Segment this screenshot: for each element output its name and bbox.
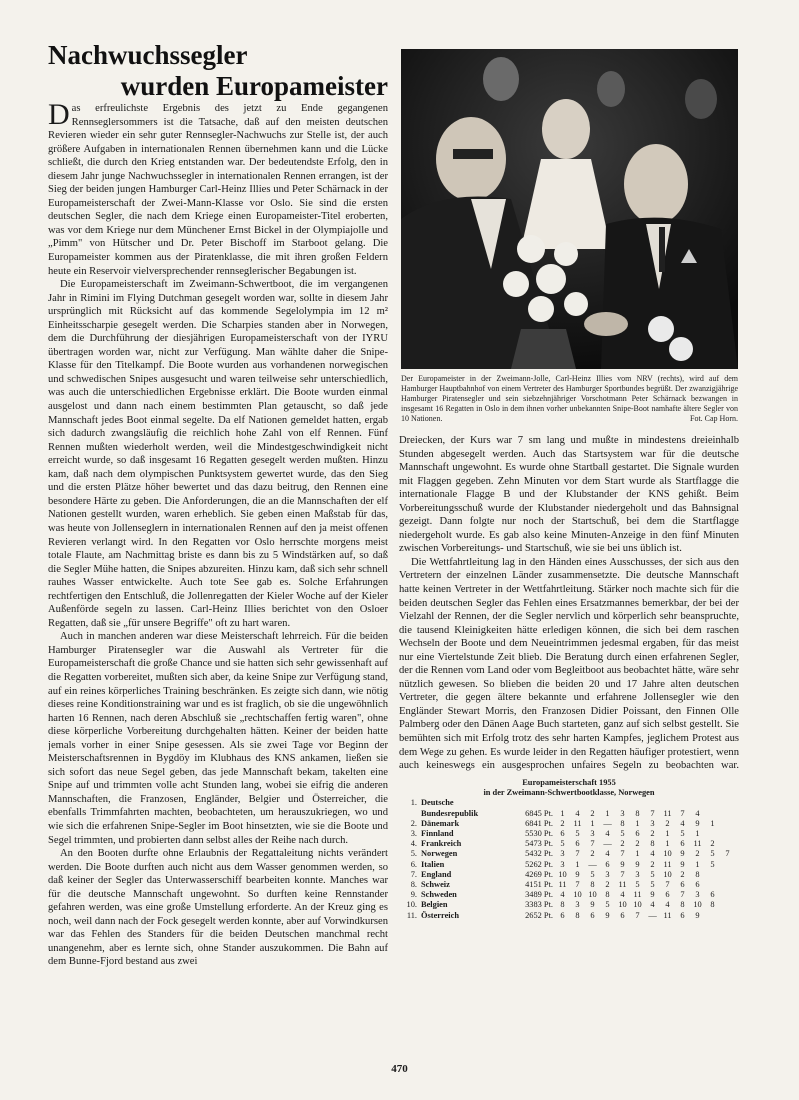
race-place-cell: 6: [680, 910, 685, 920]
article-paragraph: An den Booten durfte ohne Erlaubnis der Regattaleitung nichts verändert werden. Die Boote durften auch nicht aus dem Wasser genommen werden, so daß keiner der Segler das Unterwasserschiff bearbeiten konnte. Manches war für die deutsche Mannschaft ungewohnt. So durften keine Rennstander gefahren werden, was eine große Umstellung erforderte. An der Kreuz ging es noch, weil dann nach der Fock gesegelt werden konnte, aber auf Vorwindkursen war das Fehlen des Standers für die beiden Deutschen manchmal recht unangenehm, aber es lernte sich, ohne Stander auszukommen. Die Bahn auf dem Bunne-Fjord bestand aus zwei: [48, 848, 388, 968]
race-place-cell: 7: [620, 869, 625, 879]
race-place-cell: 2: [635, 839, 640, 849]
race-place-cell: [675, 798, 690, 808]
race-place-cell: [630, 798, 645, 808]
race-place-cell: 6: [665, 890, 670, 900]
race-place-cell: [645, 798, 660, 808]
rank-cell: 11.: [406, 910, 417, 920]
race-place-cell: 7: [650, 808, 655, 818]
rank-cell: 9.: [410, 890, 417, 900]
race-place-cell: 2: [590, 849, 595, 859]
race-place-cell: 4: [650, 849, 655, 859]
rank-cell: 10.: [406, 900, 417, 910]
race-place-cell: 9: [650, 890, 655, 900]
race-place-cell: 3: [605, 869, 610, 879]
race-place-cell: 9: [695, 818, 700, 828]
rank-cell: 8.: [410, 880, 417, 890]
points-cell: 2652 Pt.: [525, 910, 553, 920]
race-place-cell: 9: [635, 859, 640, 869]
rank-cell: 2.: [410, 818, 417, 828]
race-place-cell: 1: [695, 829, 700, 839]
results-row: [401, 900, 735, 910]
race-place-cell: 11: [633, 890, 642, 900]
nation-cell: Österreich: [421, 910, 459, 920]
race-place-cell: —: [648, 910, 657, 920]
results-table-block: [399, 778, 739, 921]
race-place-cell: 2: [695, 849, 700, 859]
race-place-cell: 9: [575, 869, 580, 879]
nation-cell: England: [421, 869, 452, 879]
rank-cell: 4.: [410, 839, 417, 849]
caption-text: Der Europameister in der Zweimann-Jolle, Carl-Heinz Illies vom NRV (rechts), wird auf dem Hamburger Hauptbahnhof von einem Vertreter des Hamburger Sportbundes begrüßt. Der zwanzigjährige Hamburger Piratensegler und sein siebzehnjähriger Vorschotmann Peter Schärnack bezwangen in insgesamt 16 Regatten in Oslo in dem ihnen vorher unbekannten Snipe-Boot namhafte ältere Segler von 10 Nationen.: [401, 374, 738, 423]
photo-credit: Fot. Cap Horn.: [690, 414, 738, 423]
rank-cell: 5.: [410, 849, 417, 859]
race-place-cell: 9: [695, 910, 700, 920]
race-place-cell: 5: [590, 869, 595, 879]
points-cell: 4269 Pt.: [525, 869, 553, 879]
race-place-cell: 8: [590, 880, 595, 890]
race-place-cell: 1: [560, 808, 565, 818]
race-place-cell: 1: [605, 808, 610, 818]
race-place-cell: 4: [620, 890, 625, 900]
results-row: [401, 860, 735, 870]
nation-cell: Belgien: [421, 900, 448, 910]
race-place-cell: 6: [635, 829, 640, 839]
results-row: [401, 819, 735, 829]
nation-cell: Deutsche: [421, 798, 454, 808]
article-column-right: [399, 434, 739, 774]
rank-cell: 7.: [410, 869, 417, 879]
race-place-cell: 5: [650, 880, 655, 890]
race-place-cell: 8: [695, 869, 700, 879]
race-place-cell: 4: [575, 808, 580, 818]
nation-cell: Schweiz: [421, 880, 450, 890]
race-place-cell: 2: [590, 808, 595, 818]
race-place-cell: 10: [588, 890, 597, 900]
race-place-cell: 2: [650, 829, 655, 839]
points-cell: 5262 Pt.: [525, 859, 553, 869]
race-place-cell: 1: [695, 859, 700, 869]
race-place-cell: 8: [605, 890, 610, 900]
results-row: [401, 809, 735, 819]
race-place-cell: 6: [620, 910, 625, 920]
race-place-cell: [615, 798, 630, 808]
race-place-cell: 5: [620, 829, 625, 839]
race-place-cell: 11: [693, 839, 702, 849]
results-row: [401, 911, 735, 921]
race-place-cell: 11: [573, 818, 582, 828]
article-column-left: [48, 102, 388, 1056]
results-row: [401, 870, 735, 880]
race-place-cell: 2: [665, 818, 670, 828]
points-cell: 3383 Pt.: [525, 900, 553, 910]
race-place-cell: 10: [663, 869, 672, 879]
race-place-cell: 9: [680, 849, 685, 859]
results-title: Europameisterschaft 1955: [522, 778, 616, 787]
race-place-cell: 7: [725, 849, 730, 859]
race-place-cell: 5: [680, 829, 685, 839]
race-place-cell: 6: [560, 910, 565, 920]
race-place-cell: —: [603, 839, 612, 849]
results-row: [401, 890, 735, 900]
race-place-cell: 3: [650, 818, 655, 828]
race-place-cell: 10: [633, 900, 642, 910]
race-place-cell: 1: [590, 818, 595, 828]
race-place-cell: [690, 798, 705, 808]
race-place-cell: 3: [635, 869, 640, 879]
race-place-cell: 7: [680, 890, 685, 900]
race-place-cell: 10: [573, 890, 582, 900]
race-place-cell: 5: [575, 829, 580, 839]
race-place-cell: —: [588, 859, 597, 869]
race-place-cell: 5: [560, 839, 565, 849]
results-row: [401, 798, 735, 808]
race-place-cell: 7: [620, 849, 625, 859]
article-paragraph: Die Wettfahrtleitung lag in den Händen eines Ausschusses, der sich aus den Vertretern der einzelnen Länder zusammensetzte. Die deutsche Mannschaft hatte keinen Vertreter in der Wettfahrtleitung. Stärker noch machte sich für die beiden deutschen Segler das Fehlen eines Ersatzmannes bemerkbar, der bei der Vielzahl der Rennen, der die Segler nervlich und körperlich sehr beanspruchte, die tausend Kleinigkeiten hätte erledigen können, die sich bei dem raschen Wechseln der Boote und dem Neueintrimmen jedesmal ergaben, für das meist nur eine Viertelstunde Zeit blieb. Die Beratung durch einen erfahrenen Segler, der die Rennen vom Land oder vom Begleitboot aus beobachtet hätte, wäre sehr nützlich gewesen. So blieben die beiden 20 und 17 Jahre alten deutschen Vertreter, die gegen ältere bekannte und erfahrene Jollensegler wie den Engländer Stewart Morris, den Franzosen Didier Poissant, den Finnen Olle Palmberg oder den Dänen Aage Buch starteten, ganz auf sich selbst gestellt. Sie bemühten sich mit Erfolg trotz des sehr harten Kampfes, jeglichem Protest aus dem Wege zu gehen. Es wurde leider in den Regatten häufiger protestiert, wenn auch keineswegs ein ausgesprochen unfaires Segeln zu beobachten war.: [399, 556, 739, 772]
points-cell: [511, 798, 555, 808]
race-place-cell: 11: [558, 880, 567, 890]
race-place-cell: 1: [635, 818, 640, 828]
nation-cell: Bundesrepublik: [421, 808, 479, 818]
race-place-cell: 1: [635, 849, 640, 859]
article-paragraph: Dreiecken, der Kurs war 7 sm lang und mußte in mindestens dreieinhalb Stunden abgesegelt werden. Auch das Startsystem war für die deutsche Mannschaft ungewohnt. Es wurde ohne Startball gestartet. Die Signale wurden mit Flaggen gegeben. Zehn Minuten vor dem Start wurde als Startflagge die internationale Flagge B und der Klubstander der KNS gehißt. Beim Vorbereitungsschuß wurde der Klubstander niedergeholt und das Bahnsignal gezeigt. Dann folgte nur noch der Startschuß, bei dem die Startflagge niedergeholt wurde. Es gab also keine Minuten-Anzeige in den fünf Minuten zwischen Vorbereitungs- und Startschuß, wie sie bei uns üblich ist.: [399, 435, 739, 555]
race-place-cell: 6: [695, 880, 700, 890]
race-place-cell: 10: [618, 900, 627, 910]
results-subtitle: in der Zweimann-Schwertbootklasse, Norwegen: [483, 788, 655, 798]
race-place-cell: 3: [620, 808, 625, 818]
race-place-cell: 4: [695, 808, 700, 818]
race-place-cell: 11: [663, 910, 672, 920]
race-place-cell: 7: [575, 849, 580, 859]
race-place-cell: 5: [605, 900, 610, 910]
race-place-cell: 1: [665, 839, 670, 849]
race-place-cell: 1: [665, 829, 670, 839]
race-place-cell: 8: [560, 900, 565, 910]
page-number: 470: [391, 1063, 408, 1075]
race-place-cell: 3: [695, 890, 700, 900]
points-cell: 4151 Pt.: [525, 880, 553, 890]
rank-cell: 3.: [410, 829, 417, 839]
race-place-cell: 9: [590, 900, 595, 910]
race-place-cell: 8: [575, 910, 580, 920]
nation-cell: Dänemark: [421, 818, 460, 828]
race-place-cell: [600, 798, 615, 808]
results-row: [401, 839, 735, 849]
race-place-cell: 5: [635, 880, 640, 890]
article-paragraph: Auch in manchen anderen war diese Meisterschaft lehrreich. Für die beiden Hamburger Piratensegler war die Auswahl als Vertreter für die Europameisterschaft die große Chance und sie hatten sich sehr gewissenhaft auf die Regatten vorbereitet, mußten sich aber, da keine Snipe zur Verfügung stand, auf ein reines körperliches Training beschränken. Es zeigte sich dann, wie nötig dieses reine Konditionstraining war und es ist fraglich, ob sie die ungewöhnlich harten 16 Rennen, nach deren Abschluß sie „rechtschaffen fertig waren", ohne diese körperliche Vorbereitung durchgehalten hätten. Keiner der beiden hatte jemals vorher in einer Snipe gesessen. Als sie zwei Tage vor Beginn der Meisterschaftsrennen in Bygdöy im Klubhaus des KNS ankamen, ließen sie sich sofort das neue Segel geben, das jede Mannschaft bekam, takelten eine Snipe auf und trimmten volle acht Stunden lang, wobei sie eifrig die anderen Mannschaften, die Franzosen, Engländer, Belgier und Österreicher, die ebenfalls Trimmfahrten machten, beobachteten, um herauszukriegen, wo und wie sich die erfahrenen Snipe-Segler im Boot hinsetzten, wie sie die Boote und Segel trimmten, und probierten dann selbst alles der Reihe nach durch.: [48, 631, 388, 846]
rank-cell: 6.: [410, 859, 417, 869]
points-cell: 5473 Pt.: [525, 839, 553, 849]
race-place-cell: 8: [635, 808, 640, 818]
photo-illustration: [401, 49, 738, 369]
race-place-cell: 11: [663, 808, 672, 818]
race-place-cell: 6: [575, 839, 580, 849]
photo-caption: [401, 374, 738, 424]
points-cell: 5530 Pt.: [525, 829, 553, 839]
race-place-cell: 4: [665, 900, 670, 910]
race-place-cell: 5: [710, 859, 715, 869]
article-paragraph: Die Europameisterschaft im Zweimann-Schwertboot, die im vergangenen Jahr in Rimini im Flying Dutchman gesegelt worden war, sollte in diesem Jahr ursprünglich mit Rücksicht auf das kommende Segelolympia im 12 m² Einheitsscharpie gesegelt werden. Die Scharpies standen aber in Norwegen, dem die Durchführung der diesjährigen Europameisterschaft von der IYRU übertragen worden war, nicht zur Verfügung. Man wählte daher die Snipe-Klasse für den Titelkampf. Die Boote wurden aus vorhandenen norwegischen und schwedischen Snipes ausgesucht und waren teilweise sehr unterschiedlich, was auch die unterschiedlichen Ergebnisse erklärt. Die Boote wurden einmal ausgelost und dann nach einem bestimmten Plan getauscht, so daß jede Mannschaft jedes Boot einmal segelte. Da elf Nationen gemeldet hatten, ergab sich dadurch zwangsläufig die reichlich hohe Zahl von elf Rennen. Fünf Rennen mußten wiederholt werden, weil die Mindestgeschwindigkeit nicht erreicht wurde, so daß insgesamt 16 Regatten gesegelt werden mußten. Hinzu kam, daß nach dem olympischen Punktsystem gewertet wurde, das den Sieg und die ersten Plätze höher bewertet und das dazu beitrug, den Rennen eine besondere Härte zu geben. Die Anforderungen, die an die Mannschaften der elf Nationen gestellt wurden, waren erheblich. Sie geben einen Maßstab für das, was heute von Jollenseglern in internationalen Rennen auf den ja meist offenen Revieren verlangt wird. In den Regatten vor Oslo herrschte morgens meist totale Flaute, am Nachmittag briste es dann bis zu 5 Windstärken auf, so daß die Segler Mühe hatten, die Snipes abzureiten. Hinzu kam, daß sich sehr schnell rauhes Wasser entwickelte. Auch tote See gab es. Solche Erfahrungen rechtfertigen den Entschluß, die Jollenregatten der Kieler Woche auf der Kieler Außenförde segeln zu lassen. Carl-Heinz Illies berichtet von den Osloer Regatten, daß sie „für unsere Begriffe" oft zu hart waren.: [48, 279, 388, 629]
race-place-cell: —: [603, 818, 612, 828]
race-place-cell: 3: [575, 900, 580, 910]
race-place-cell: 1: [575, 859, 580, 869]
race-place-cell: 3: [560, 849, 565, 859]
drop-cap: D: [48, 102, 70, 131]
race-place-cell: 9: [680, 859, 685, 869]
nation-cell: Schweden: [421, 890, 457, 900]
race-place-cell: 5: [650, 869, 655, 879]
title-line-1: Nachwuchssegler: [48, 40, 248, 70]
paragraph-text: as erfreulichste Ergebnis des jetzt zu Ende gegangenen Rennseglersommers ist die Tatsache, daß auf den meisten deutschen Revieren wieder ein sehr guter Rennsegler-Nachwuchs zur Stelle ist, der auch größere Aufgaben in internationalen Rennen übernehmen kann und die Lücke schließt, die durch den Krieg entstanden war. Der bedeutendste Erfolg, den in diesem Jahr junge Nachwuchssegler in internationalen Rennen errangen, ist der Sieg der beiden jungen Hamburger Carl-Heinz Illies und Peter Schärnack in der Europameisterschaft der Zwei-Mann-Klasse vor Oslo. Sie sind die ersten deutschen Segler, die nach dem Kriege einen Europameister-Titel eroberten, was vor dem Kriege nur dem Münchener Ernst Bickel in der Olympiajolle und „Pimm" von Hütscher und Dr. Peter Bischoff im Starboot gelang. Die Europameister kommen aus der Piratenklasse, die mit ihren großen Feldern heute ein Reservoir vielversprechender rennseglerischer Begabungen ist.: [48, 103, 388, 277]
race-place-cell: 11: [663, 859, 672, 869]
race-place-cell: 6: [590, 910, 595, 920]
race-place-cell: 4: [680, 818, 685, 828]
results-row: [401, 829, 735, 839]
race-place-cell: 6: [710, 890, 715, 900]
race-place-cell: 4: [605, 829, 610, 839]
race-place-cell: 8: [620, 818, 625, 828]
race-place-cell: 10: [558, 869, 567, 879]
race-place-cell: 7: [575, 880, 580, 890]
race-place-cell: 2: [650, 859, 655, 869]
rank-cell: [401, 809, 419, 819]
race-place-cell: 5: [710, 849, 715, 859]
race-place-cell: 8: [680, 900, 685, 910]
results-row: [401, 849, 735, 859]
race-place-cell: 2: [605, 880, 610, 890]
race-place-cell: 2: [710, 839, 715, 849]
race-place-cell: [660, 798, 675, 808]
nation-cell: Italien: [421, 859, 445, 869]
race-place-cell: 3: [560, 859, 565, 869]
nation-cell: Frankreich: [421, 839, 462, 849]
race-place-cell: 6: [560, 829, 565, 839]
results-table: [401, 798, 735, 920]
race-place-cell: 2: [680, 869, 685, 879]
race-place-cell: 7: [680, 808, 685, 818]
points-cell: 3489 Pt.: [525, 890, 553, 900]
race-place-cell: 6: [680, 839, 685, 849]
nation-cell: Norwegen: [421, 849, 458, 859]
race-place-cell: 7: [590, 839, 595, 849]
points-cell: 5432 Pt.: [525, 849, 553, 859]
race-place-cell: [555, 798, 570, 808]
race-place-cell: 10: [693, 900, 702, 910]
race-place-cell: [585, 798, 600, 808]
points-cell: 6841 Pt.: [525, 818, 553, 828]
nation-cell: Finnland: [421, 829, 454, 839]
race-place-cell: 9: [605, 910, 610, 920]
article-paragraph: [48, 102, 388, 278]
race-place-cell: 2: [560, 818, 565, 828]
race-place-cell: 11: [618, 880, 627, 890]
race-place-cell: 9: [620, 859, 625, 869]
article-title: [48, 40, 388, 102]
results-row: [401, 880, 735, 890]
race-place-cell: 4: [560, 890, 565, 900]
race-place-cell: 7: [635, 910, 640, 920]
race-place-cell: 6: [680, 880, 685, 890]
race-place-cell: 2: [620, 839, 625, 849]
race-place-cell: 4: [605, 849, 610, 859]
points-cell: 6845 Pt.: [525, 808, 553, 818]
news-photo: [401, 49, 738, 369]
race-place-cell: 10: [663, 849, 672, 859]
race-place-cell: 7: [665, 880, 670, 890]
race-place-cell: 6: [605, 859, 610, 869]
race-place-cell: 3: [590, 829, 595, 839]
race-place-cell: 8: [650, 839, 655, 849]
race-place-cell: [570, 798, 585, 808]
race-place-cell: 1: [710, 818, 715, 828]
title-line-2: wurden Europameister: [120, 71, 388, 101]
race-place-cell: 4: [650, 900, 655, 910]
rank-cell: 1.: [410, 798, 417, 808]
race-place-cell: 8: [710, 900, 715, 910]
